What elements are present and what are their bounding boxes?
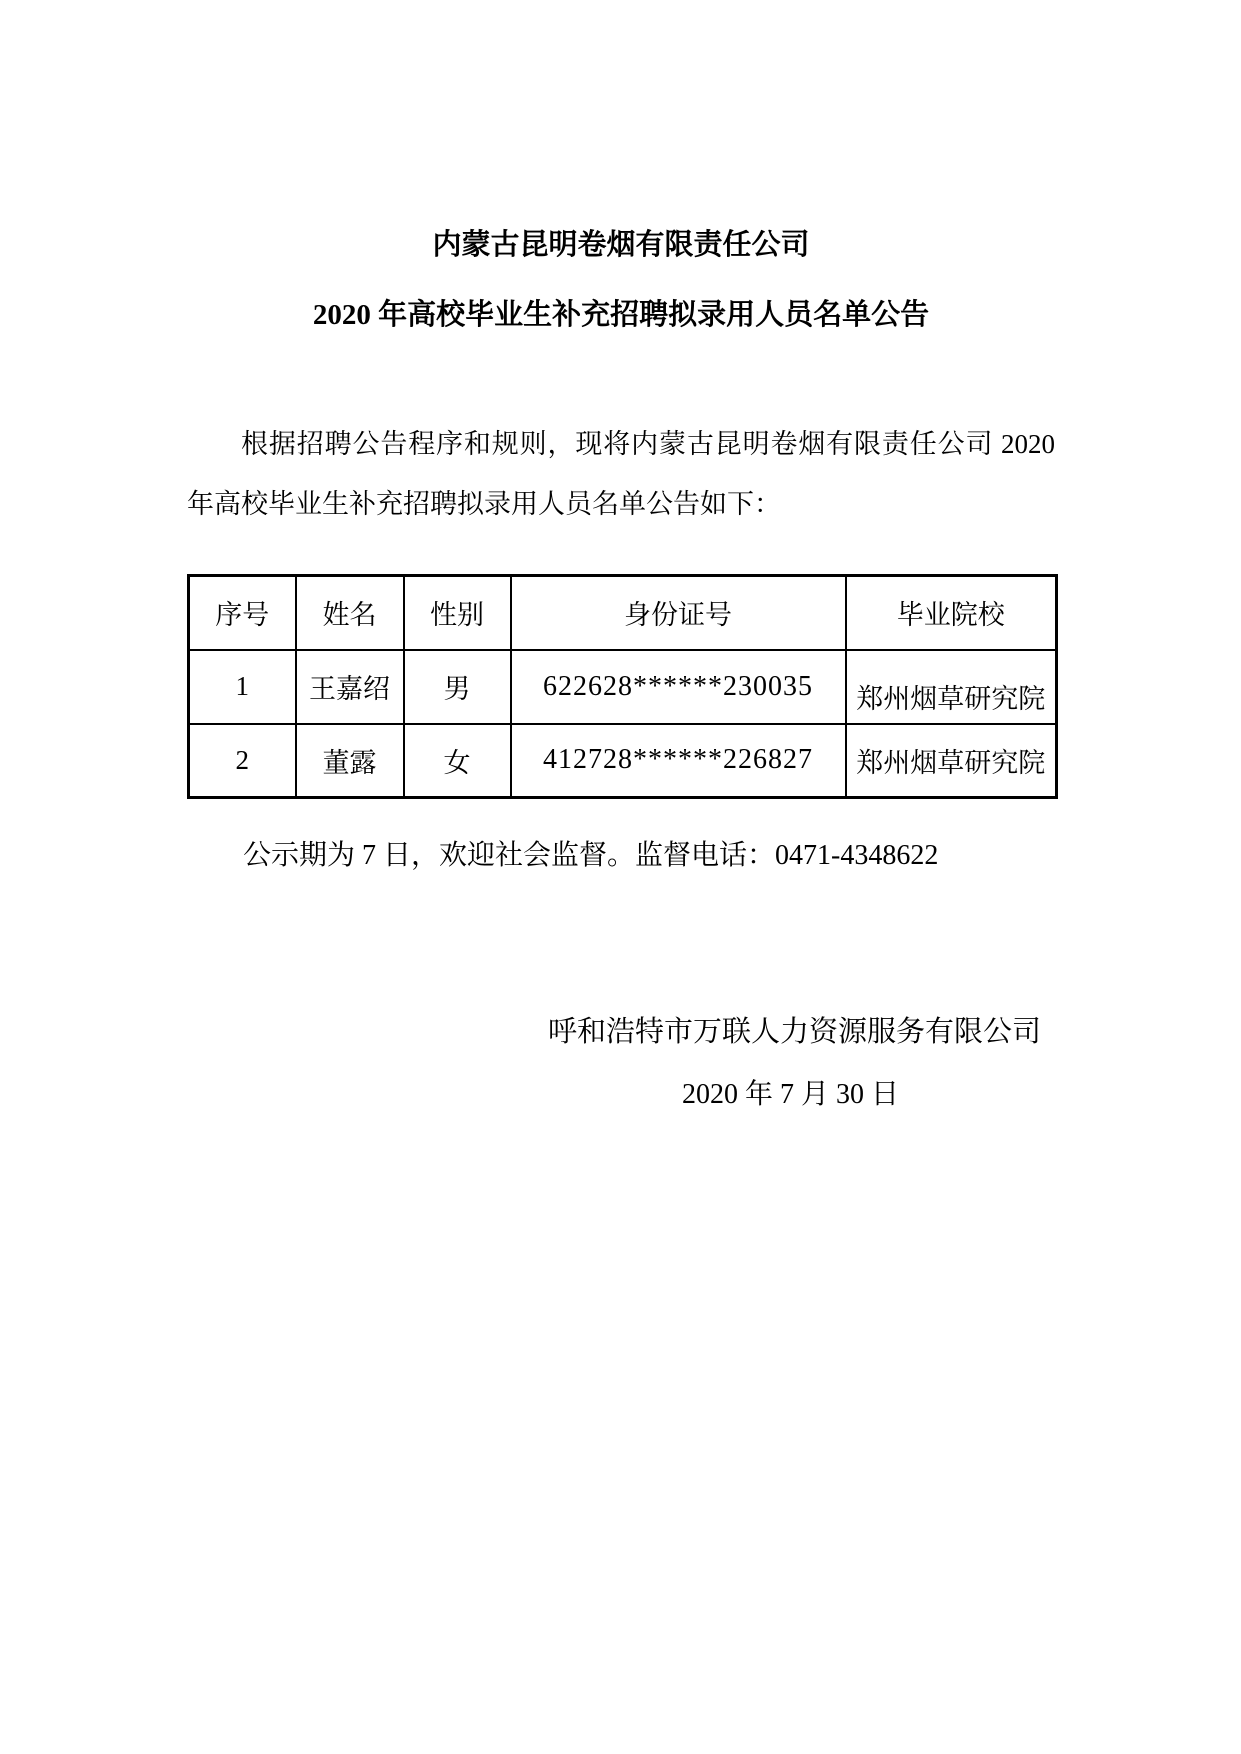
header-cell-gender: 性别 — [404, 576, 511, 650]
header-cell-serial: 序号 — [189, 576, 296, 650]
cell-name: 王嘉绍 — [296, 650, 404, 724]
cell-school-text: 郑州烟草研究院 — [856, 684, 1046, 714]
cell-school: 郑州烟草研究院 — [846, 724, 1057, 798]
header-cell-id-number: 身份证号 — [511, 576, 846, 650]
cell-gender: 男 — [404, 650, 511, 724]
intro-paragraph: 根据招聘公告程序和规则，现将内蒙古昆明卷烟有限责任公司 2020 年高校毕业生补充招聘拟录用人员名单公告如下： — [187, 429, 1055, 519]
document-title: 内蒙古昆明卷烟有限责任公司 — [432, 229, 810, 261]
signature-block — [187, 1015, 1055, 1112]
cell-serial: 2 — [189, 724, 296, 798]
cell-id-number: 412728******226827 — [511, 724, 846, 798]
roster-table — [187, 574, 1058, 799]
notice-paragraph: 公示期为 7 日，欢迎社会监督。监督电话：0471-4348622 — [243, 840, 939, 871]
signature-company: 呼和浩特市万联人力资源服务有限公司 — [547, 1016, 1041, 1048]
cell-gender: 女 — [404, 724, 511, 798]
cell-id-number: 622628******230035 — [511, 650, 846, 724]
header-cell-school: 毕业院校 — [846, 576, 1057, 650]
header-cell-name: 姓名 — [296, 576, 404, 650]
table-header-row — [189, 576, 1057, 650]
cell-serial: 1 — [189, 650, 296, 724]
table-row — [189, 724, 1057, 798]
cell-name: 董露 — [296, 724, 404, 798]
cell-school — [846, 650, 1057, 724]
signature-date: 2020 年 7 月 30 日 — [681, 1079, 899, 1110]
table-row — [189, 650, 1057, 724]
announcement-subtitle: 2020 年高校毕业生补充招聘拟录用人员名单公告 — [312, 299, 930, 331]
